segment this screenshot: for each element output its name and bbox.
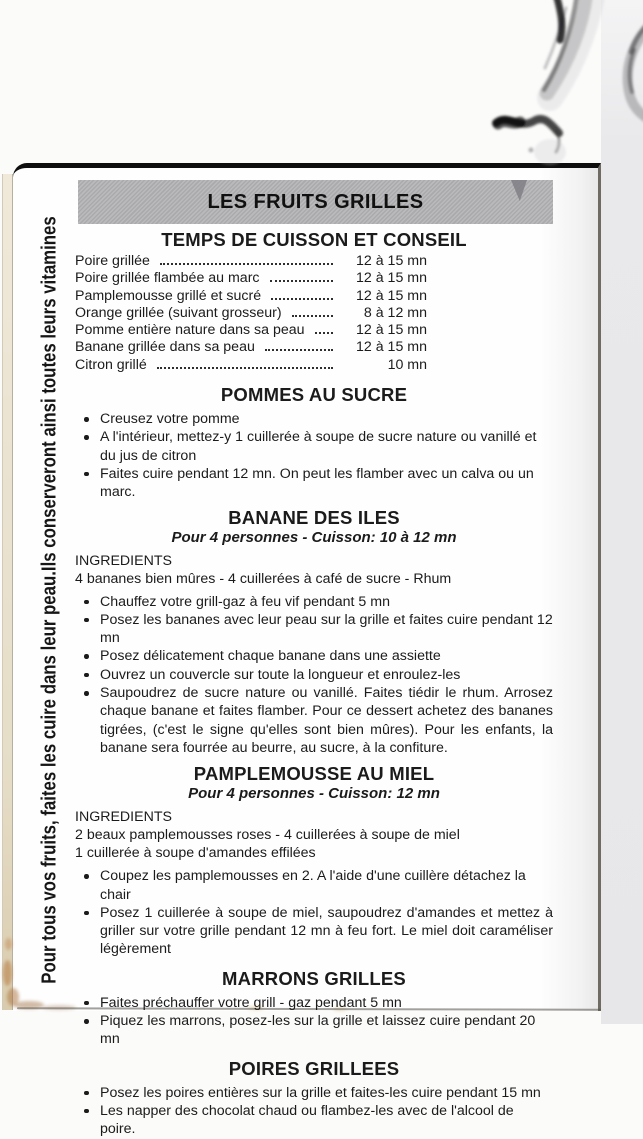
bullet-item: Chauffez votre grill-gaz à feu vif pendant 5 mn <box>75 593 553 611</box>
row-label: Poire grillée <box>75 253 150 269</box>
recipe-section-poires <box>75 1058 553 1139</box>
recipe-section-banane <box>75 507 553 758</box>
ingredients-label: INGREDIENTS <box>75 809 172 826</box>
stain-spot <box>3 960 12 986</box>
row-label: Orange grillée (suivant grosseur) <box>75 304 282 321</box>
bullet-list <box>75 1084 553 1139</box>
banner <box>78 180 553 224</box>
bullet-list <box>75 593 553 758</box>
recipe-title: POIRES GRILLEES <box>228 1057 400 1079</box>
row-time: 10 mn <box>387 356 427 373</box>
dotted-leader <box>270 280 333 282</box>
table-row <box>75 357 427 374</box>
table-row <box>75 305 427 322</box>
bullet-item: Posez les bananes avec leur peau sur la grille et faites cuire pendant 12 mn <box>75 611 553 648</box>
row-time: 12 à 15 mn <box>356 322 427 339</box>
ingredients-label: INGREDIENTS <box>75 552 172 569</box>
bullet-item: Saupoudrez de sucre nature ou vanillé. Faites tiédir le rhum. Arrosez chaque banane et faites flamber. Pour ce dessert achetez des bananes tigrées, (c'est le signe qu'elles sont bien mûres). Pour les enfants, la banane sera fourrée au beurre, au sucre, à la confiture. <box>75 684 553 757</box>
dotted-leader <box>271 298 333 300</box>
recipe-title: POMMES AU SUCRE <box>220 384 408 406</box>
bullet-item: Les napper des chocolat chaud ou flambez-les avec de l'alcool de poire. <box>75 1102 553 1139</box>
table-row <box>75 339 427 356</box>
row-label: Pamplemousse grillé et sucré <box>75 287 262 304</box>
bullet-item: Faites cuire pendant 12 mn. On peut les flamber avec un calva ou un marc. <box>75 465 553 502</box>
bullet-list <box>75 994 553 1049</box>
row-label: Pomme entière nature dans sa peau <box>75 322 305 339</box>
row-time: 12 à 15 mn <box>356 270 427 287</box>
table-row <box>75 322 427 339</box>
cooking-times-section <box>75 229 553 374</box>
page-content <box>75 229 553 1139</box>
bullet-item: Posez délicatement chaque banane dans une assiette <box>75 647 553 665</box>
ingredient-line: 4 bananes bien mûres - 4 cuillerées à café de sucre - Rhum <box>75 570 452 587</box>
page-title: LES FRUITS GRILLES <box>207 190 424 213</box>
dotted-leader <box>157 367 333 369</box>
row-time: 12 à 15 mn <box>356 339 427 356</box>
recipe-section-pamplemousse <box>75 763 553 958</box>
bullet-item: Coupez les pamplemousses en 2. A l'aide d'une cuillère détachez la chair <box>75 867 553 904</box>
ingredient-line: 2 beaux pamplemousses roses - 4 cuillerées à soupe de miel <box>75 827 460 844</box>
table-row <box>75 253 427 270</box>
ingredient-line: 1 cuillerée à soupe d'amandes effilées <box>75 845 316 862</box>
bullet-item: Piquez les marrons, posez-les sur la grille et laissez cuire pendant 20 mn <box>75 1012 553 1049</box>
stain-spot <box>5 938 12 950</box>
bullet-item: Creusez votre pomme <box>75 410 553 428</box>
row-time: 12 à 15 mn <box>356 287 427 304</box>
recipe-title: BANANE DES ILES <box>228 506 400 528</box>
recipe-title: PAMPLEMOUSSE AU MIEL <box>193 763 435 785</box>
bullet-item: Ouvrez un couvercle sur toute la longueur et enroulez-les <box>75 666 553 684</box>
row-label: Citron grillé <box>75 356 147 373</box>
bullet-item: Posez les poires entières sur la grille et faites-les cuire pendant 15 mn <box>75 1084 553 1102</box>
dotted-leader <box>265 349 333 351</box>
bullet-list <box>75 410 553 501</box>
row-time: 8 à 12 mn <box>363 304 427 321</box>
recipe-section-marrons <box>75 968 553 1049</box>
bullet-list <box>75 867 553 958</box>
dotted-leader <box>160 263 333 265</box>
row-label: Banane grillée dans sa peau <box>75 339 255 356</box>
row-time: 12 à 15 mn <box>356 253 427 269</box>
bullet-item: Posez 1 cuillerée à soupe de miel, saupoudrez d'amandes et mettez à griller sur votre grille pendant 12 mn à feu fort. Le miel doit caraméliser légèrement <box>75 904 553 959</box>
serving-info: Pour 4 personnes - Cuisson: 10 à 12 mn <box>171 528 457 546</box>
cooking-times-table <box>75 253 427 374</box>
section-title: TEMPS DE CUISSON ET CONSEIL <box>161 229 467 250</box>
bullet-item: A l'intérieur, mettez-y 1 cuillerée à soupe de sucre nature ou vanillé et du jus de citron <box>75 428 553 465</box>
vertical-margin-note: Pour tous vos fruits, faites les cuire dans leur peau.Ils conserveront ainsi toutes leurs vitamines <box>38 216 61 984</box>
recipe-section-pommes <box>75 384 553 501</box>
row-label: Poire grillée flambée au marc <box>75 270 260 287</box>
table-row <box>75 288 427 305</box>
ink-smudge <box>0 0 643 180</box>
table-row <box>75 270 427 287</box>
book-spine-edge <box>2 174 13 1010</box>
banner-smudge-mark <box>511 180 527 201</box>
bullet-item: Faites préchauffer votre grill - gaz pendant 5 mn <box>75 994 553 1012</box>
dotted-leader <box>292 315 333 317</box>
recipe-title: MARRONS GRILLES <box>222 967 406 989</box>
serving-info: Pour 4 personnes - Cuisson: 12 mn <box>188 785 440 803</box>
dotted-leader <box>315 332 333 334</box>
